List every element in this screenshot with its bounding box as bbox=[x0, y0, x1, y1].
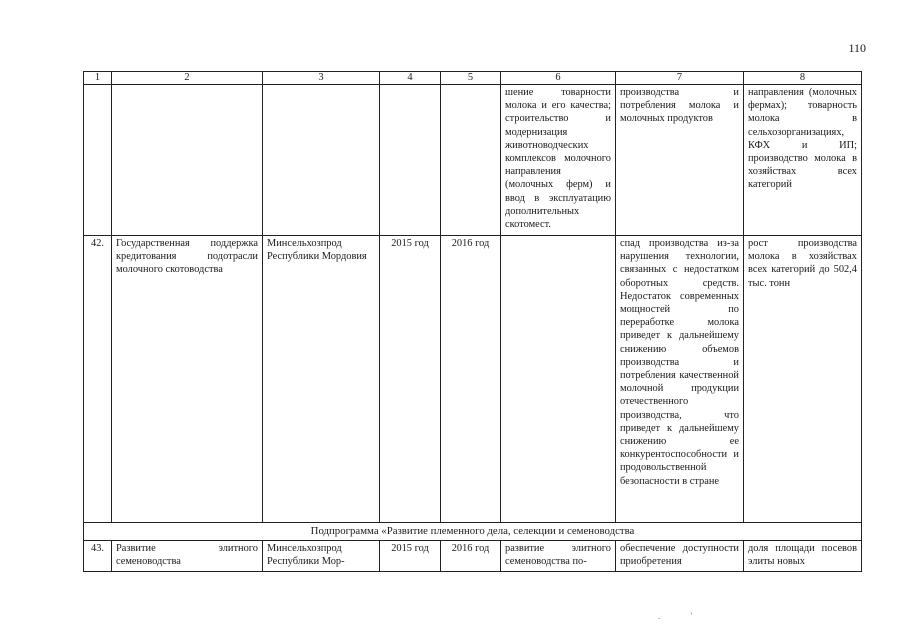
column-header-3: 3 bbox=[263, 72, 380, 85]
cell-empty bbox=[380, 85, 441, 236]
cell-expected-result bbox=[501, 236, 616, 523]
column-header-8: 8 bbox=[744, 72, 862, 85]
table-row-continuation bbox=[84, 85, 862, 236]
column-header-6: 6 bbox=[501, 72, 616, 85]
cell-empty bbox=[441, 85, 501, 236]
column-header-4: 4 bbox=[380, 72, 441, 85]
table-row-subprogram bbox=[84, 523, 862, 541]
cell-start-year: 2015 год bbox=[380, 236, 441, 523]
table-row-42 bbox=[84, 236, 862, 523]
cell-activity-name: Развитие элитного семеноводства bbox=[112, 541, 263, 572]
cell-executor: Минсельхозпрод Республики Мор- bbox=[263, 541, 380, 572]
cell-expected-result: шение товарности молока и его качества; строительство и модернизация животноводческих комплексов молочного направления (молочных ферм) и ввод в эксплуатацию дополнительных скотомест. bbox=[501, 85, 616, 236]
scan-marks: . ' bbox=[658, 611, 707, 621]
cell-indicators: доля площади посевов элиты новых bbox=[744, 541, 862, 572]
program-activities-table bbox=[83, 71, 862, 572]
cell-consequences: производства и потребления молока и молочных продуктов bbox=[616, 85, 744, 236]
cell-indicators: направления (молочных фермах); товарность молока в сельхозорганизациях, КФХ и ИП; производство молока в хозяйствах всех категорий bbox=[744, 85, 862, 236]
cell-expected-result: развитие элитного семеноводства по- bbox=[501, 541, 616, 572]
cell-start-year: 2015 год bbox=[380, 541, 441, 572]
page-number: 110 bbox=[848, 41, 866, 55]
cell-consequences: обеспечение доступности приобретения bbox=[616, 541, 744, 572]
column-header-1: 1 bbox=[84, 72, 112, 85]
subprogram-heading: Подпрограмма «Развитие племенного дела, селекции и семеноводства bbox=[84, 523, 862, 541]
cell-consequences: спад производства из-за нарушения технологии, связанных с недостатком оборотных средств. Недостаток современных мощностей по переработке молока приведет к дальнейшему снижению объемов производства и потребления качественной молочной продукции отечественного производства, что приведет к дальнейшему снижению ее конкурентоспособности и продовольственной безопасности в стране bbox=[616, 236, 744, 523]
cell-activity-name: Государственная поддержка кредитования подотрасли молочного скотоводства bbox=[112, 236, 263, 523]
column-header-7: 7 bbox=[616, 72, 744, 85]
cell-empty bbox=[263, 85, 380, 236]
column-header-2: 2 bbox=[112, 72, 263, 85]
cell-row-number: 42. bbox=[84, 236, 112, 523]
cell-empty bbox=[84, 85, 112, 236]
column-header-5: 5 bbox=[441, 72, 501, 85]
table-row-43 bbox=[84, 541, 862, 572]
cell-row-number: 43. bbox=[84, 541, 112, 572]
cell-end-year: 2016 год bbox=[441, 236, 501, 523]
cell-end-year: 2016 год bbox=[441, 541, 501, 572]
cell-indicators: рост производства молока в хозяйствах всех категорий до 502,4 тыс. тонн bbox=[744, 236, 862, 523]
column-number-row bbox=[84, 72, 862, 85]
cell-executor: Минсельхозпрод Республики Мордовия bbox=[263, 236, 380, 523]
cell-empty bbox=[112, 85, 263, 236]
